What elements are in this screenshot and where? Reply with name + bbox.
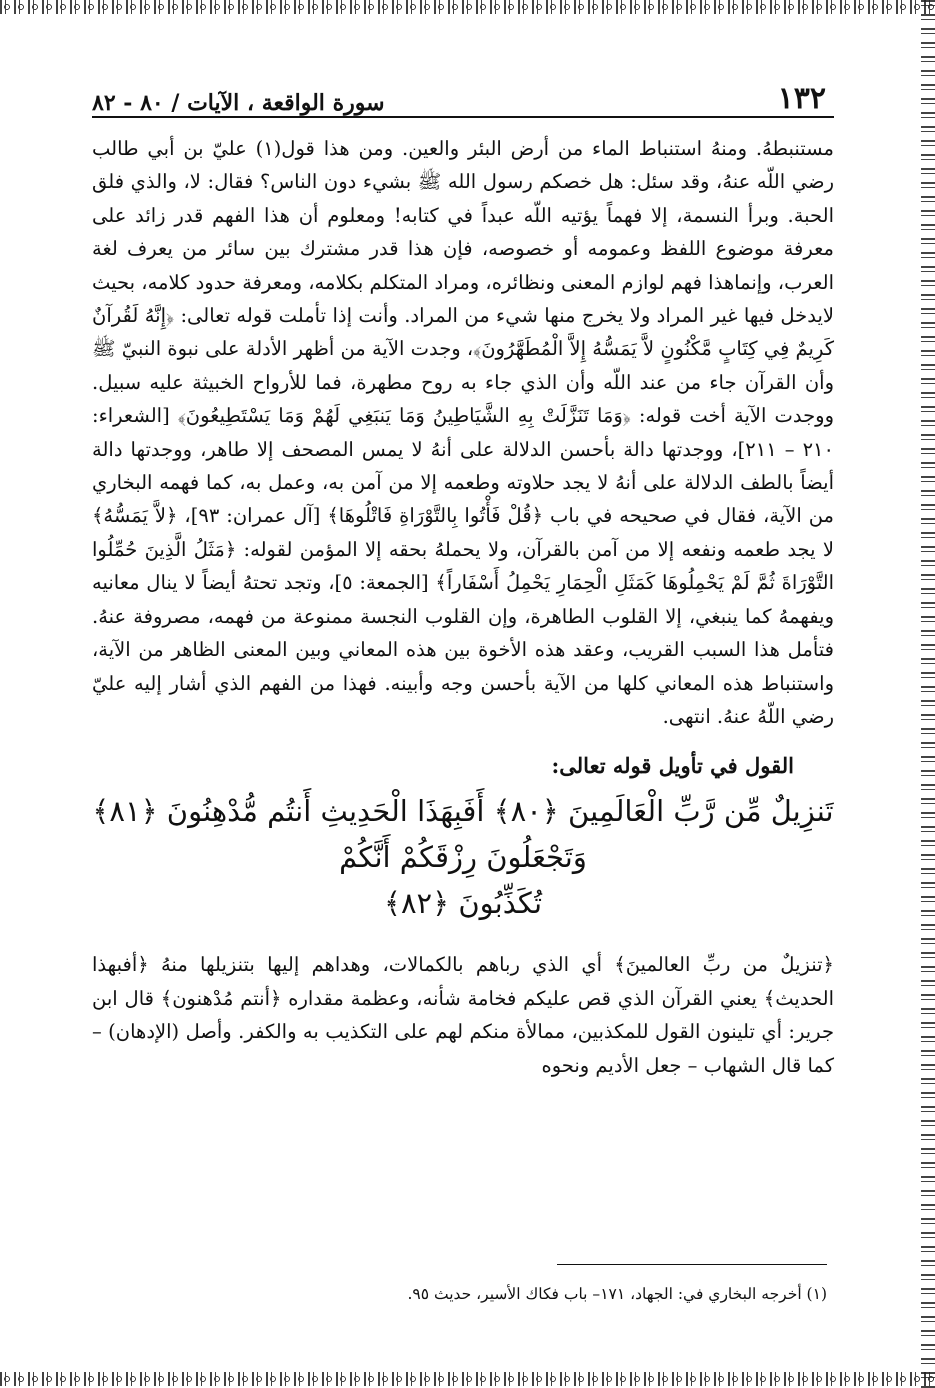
quran-verse-line-1: تَنزِيلٌ مِّن رَّبِّ الْعَالَمِينَ ﴿٨٠﴾ أَفَبِهَذَا الْحَدِيثِ أَنتُم مُّدْهِنُونَ ﴿٨١﴾ وَتَجْعَلُونَ رِزْقَكُمْ أَنَّكُمْ — [92, 794, 834, 875]
page-number: ١٣٢ — [777, 81, 826, 116]
quran-verse-line-2: تُكَذِّبُونَ ﴿٨٢﴾ — [383, 886, 543, 921]
ornamental-border-top — [0, 0, 935, 14]
footnote-rule — [557, 1264, 827, 1265]
paragraph: مستنبطهُ. ومنهُ استنباط الماء من أرض البئر والعين. ومن هذا قول(١) عليّ بن أبي طالب رضي اللّه عنهُ، وقد سئل: هل خصكم رسول الله ﷺ بشيء دون الناس؟ فقال: لا، والذي فلق الحبة. وبرأ النسمة، إلا فهماً يؤتيه اللّه عبداً في كتابه! ومعلوم أن هذا الفهم قدر زائد على معرفة موضوع اللفظ وعمومه أو خصوصه، فإن هذا قدر مشترك بين سائر من يعرف لغة العرب، وإنماهذا فهم لوازم المعنى ونظائره، ومراد المتكلم بكلامه، ومعرفة حدود كلامه، بحيث لايدخل فيها غير المراد ولا يخرج منها شيء من المراد. وأنت إذا تأملت قوله تعالى: ﴿إِنَّهُ لَقُرآنٌ كَرِيمٌ فِي كِتَابٍ مَّكْنُونٍ لاَّ يَمَسُّهُ إِلاَّ الْمُطَهَّرُونَ﴾، وجدت الآية من أظهر الأدلة على نبوة النبيّ ﷺ وأن القرآن جاء من عند اللّه وأن الذي جاء به روح مطهرة، فما للأرواح الخبيثة عليه سبيل. ووجدت الآية أخت قوله: ﴿وَمَا تَنَزَّلَتْ بِهِ الشَّيَاطِينُ وَمَا يَنبَغِي لَهُمْ وَمَا يَسْتَطِيعُونَ﴾ [الشعراء: ٢١٠ – ٢١١]، ووجدتها دالة بأحسن الدلالة على أنهُ لا يمس المصحف إلا طاهر، ووجدتها دالة أيضاً بالطف الدلالة على أنهُ لا يجد حلاوته وطعمه إلا من آمن به، وعمل به، كما فهمه البخاري من الآية، فقال في صحيحه في باب ﴿قُلْ فَأْتُوا بِالتَّوْرَاةِ فَاتْلُوهَا﴾ [آل عمران: ٩٣]، ﴿لاَّ يَمَسُّهُ﴾ لا يجد طعمه ونفعه إلا من آمن بالقرآن، ولا يحملهُ بحقه إلا المؤمن لقوله: ﴿مَثَلُ الَّذِينَ حُمِّلُوا التَّوْرَاةَ ثُمَّ لَمْ يَحْمِلُوهَا كَمَثَلِ الْحِمَارِ يَحْمِلُ أَسْفَاراً﴾ [الجمعة: ٥]، وتجد تحتهُ أيضاً لا ينال معانيه ويفهمهُ كما ينبغي، إلا القلوب الطاهرة، وإن القلوب النجسة ممنوعة من فهمه، مصروفة عنهُ. فتأمل هذا السبب القريب، وعقد هذه الأخوة بين هذه المعاني وبين المعنى الظاهر من الآية، واستنباط هذه المعاني كلها من الآية بأحسن وجه وأبينه. فهذا من الفهم الذي أشار إليه عليّ رضي اللّهُ عنهُ. انتهى. — [92, 137, 834, 728]
page-header — [92, 60, 834, 118]
ornamental-border-right — [921, 0, 935, 1388]
tafsir-paragraph: ﴿تنزيلٌ من ربِّ العالمينَ﴾ أي الذي رباهم بالكمالات، وهداهم إليها بتنزيلها منهُ ﴿أفبهذا الحديث﴾ يعني القرآن الذي قص عليكم فخامة شأنه، وعظمة مقداره ﴿أنتم مُدْهنون﴾ قال ابن جرير: أي تلينون القول للمكذبين، ممالأة منكم لهم على التكذيب به والكفر. وأصل (الإدهان) – كما قال الشهاب – جعل الأديم ونحوه — [92, 953, 834, 1077]
running-head: سورة الواقعة ، الآيات / ٨٠ - ٨٢ — [92, 90, 385, 116]
page — [92, 60, 834, 1082]
footnote: (١) أخرجه البخاري في: الجهاد، ١٧١– باب فكاك الأسير، حديث ٩٥. — [407, 1285, 827, 1303]
ornamental-border-bottom — [0, 1372, 935, 1386]
body-text — [92, 132, 834, 733]
section-heading: القول في تأويل قوله تعالى: — [551, 753, 794, 779]
